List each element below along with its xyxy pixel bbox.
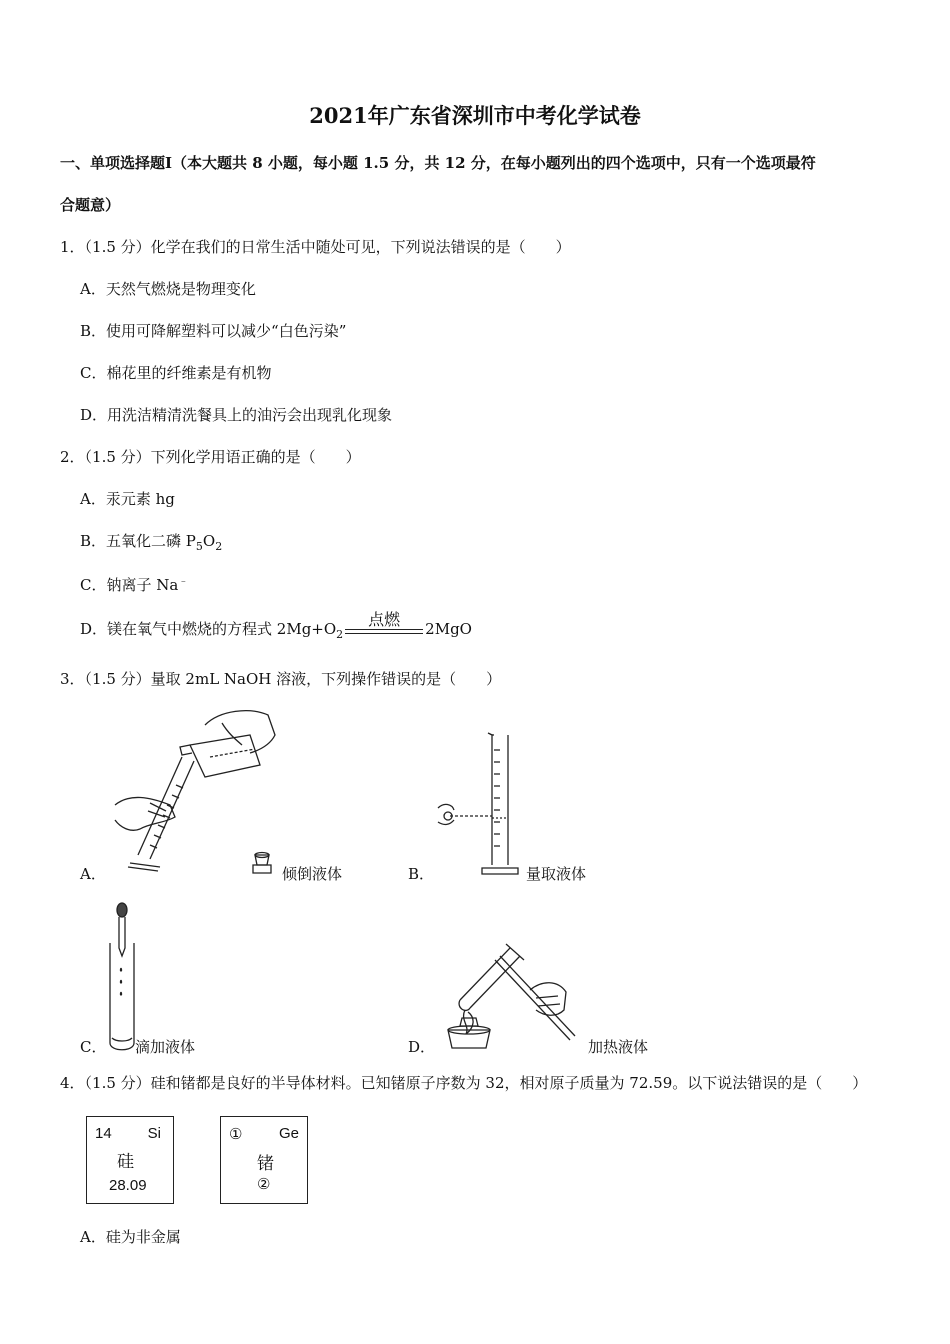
q2-d-prefix: D．镁在氧气中燃烧的方程式 2Mg+O	[80, 620, 337, 638]
heating-liquid-figure	[440, 940, 590, 1055]
q2-option-a: A．汞元素 hg	[80, 490, 175, 508]
section-heading-cont: 合题意）	[60, 196, 121, 214]
q2-c-prefix: C．钠离子 Na	[80, 576, 179, 594]
q2-d-sub: 2	[336, 628, 344, 641]
q2-b-prefix: B．五氧化二磷 P	[80, 532, 196, 550]
element-card-silicon	[86, 1116, 174, 1204]
si-atomic-mass: 28.09	[109, 1177, 147, 1194]
q2-b-mid: O	[202, 532, 216, 550]
ge-name: 锗	[257, 1154, 274, 1174]
q1-option-a: A．天然气燃烧是物理变化	[80, 280, 256, 298]
q2-option-b	[80, 530, 222, 553]
q2-option-d	[80, 610, 472, 641]
q4-stem: 4．（1.5 分）硅和锗都是良好的半导体材料。已知锗原子序数为 32，相对原子质量为 72.59。以下说法错误的是（ ）	[60, 1074, 868, 1092]
q3-option-a-letter: A．	[80, 865, 106, 883]
q1-option-d: D．用洗洁精清洗餐具上的油污会出现乳化现象	[80, 406, 393, 424]
q1-option-b: B．使用可降解塑料可以减少“白色污染”	[80, 322, 347, 340]
si-symbol: Si	[147, 1125, 161, 1142]
q2-d-suffix: 2MgO	[425, 620, 472, 638]
reaction-condition: 点燃	[368, 610, 401, 629]
q3-option-d-caption: 加热液体	[588, 1038, 649, 1056]
q1-stem: 1．（1.5 分）化学在我们的日常生活中随处可见，下列说法错误的是（ ）	[60, 238, 571, 256]
q3-option-a-caption: 倾倒液体	[282, 865, 343, 883]
q3-option-c-letter: C．	[80, 1038, 107, 1056]
q3-option-d-letter: D．	[408, 1038, 436, 1056]
q2-option-c	[80, 572, 188, 595]
ge-atomic-number: ①	[229, 1126, 243, 1143]
q4-option-a: A．硅为非金属	[80, 1228, 181, 1246]
measuring-cylinder-figure	[430, 730, 530, 880]
reaction-condition-arrow	[345, 610, 423, 640]
ge-atomic-mass: ②	[257, 1176, 271, 1193]
q2-stem: 2．（1.5 分）下列化学用语正确的是（ ）	[60, 448, 361, 466]
q3-option-b-caption: 量取液体	[526, 865, 587, 883]
si-atomic-number: 14	[95, 1125, 112, 1142]
q3-stem: 3．（1.5 分）量取 2mL NaOH 溶液，下列操作错误的是（ ）	[60, 670, 502, 688]
q3-option-b-letter: B．	[408, 865, 435, 883]
q1-option-c: C．棉花里的纤维素是有机物	[80, 364, 272, 382]
si-name: 硅	[117, 1152, 134, 1172]
page-title: 2021年广东省深圳市中考化学试卷	[309, 103, 641, 128]
ge-symbol: Ge	[278, 1125, 299, 1142]
q3-option-c-caption: 滴加液体	[135, 1038, 196, 1056]
q2-b-sub2: 2	[215, 540, 223, 553]
dropper-figure	[100, 898, 140, 1058]
element-card-germanium	[220, 1116, 308, 1204]
section-heading: 一、单项选择题Ⅰ（本大题共 8 小题，每小题 1.5 分，共 12 分，在每小题列出的四个选项中，只有一个选项最符	[60, 154, 816, 172]
q2-c-sup: ﹣	[178, 576, 189, 587]
pouring-liquid-figure	[110, 705, 280, 880]
q2-b-sub1: 5	[195, 540, 203, 553]
